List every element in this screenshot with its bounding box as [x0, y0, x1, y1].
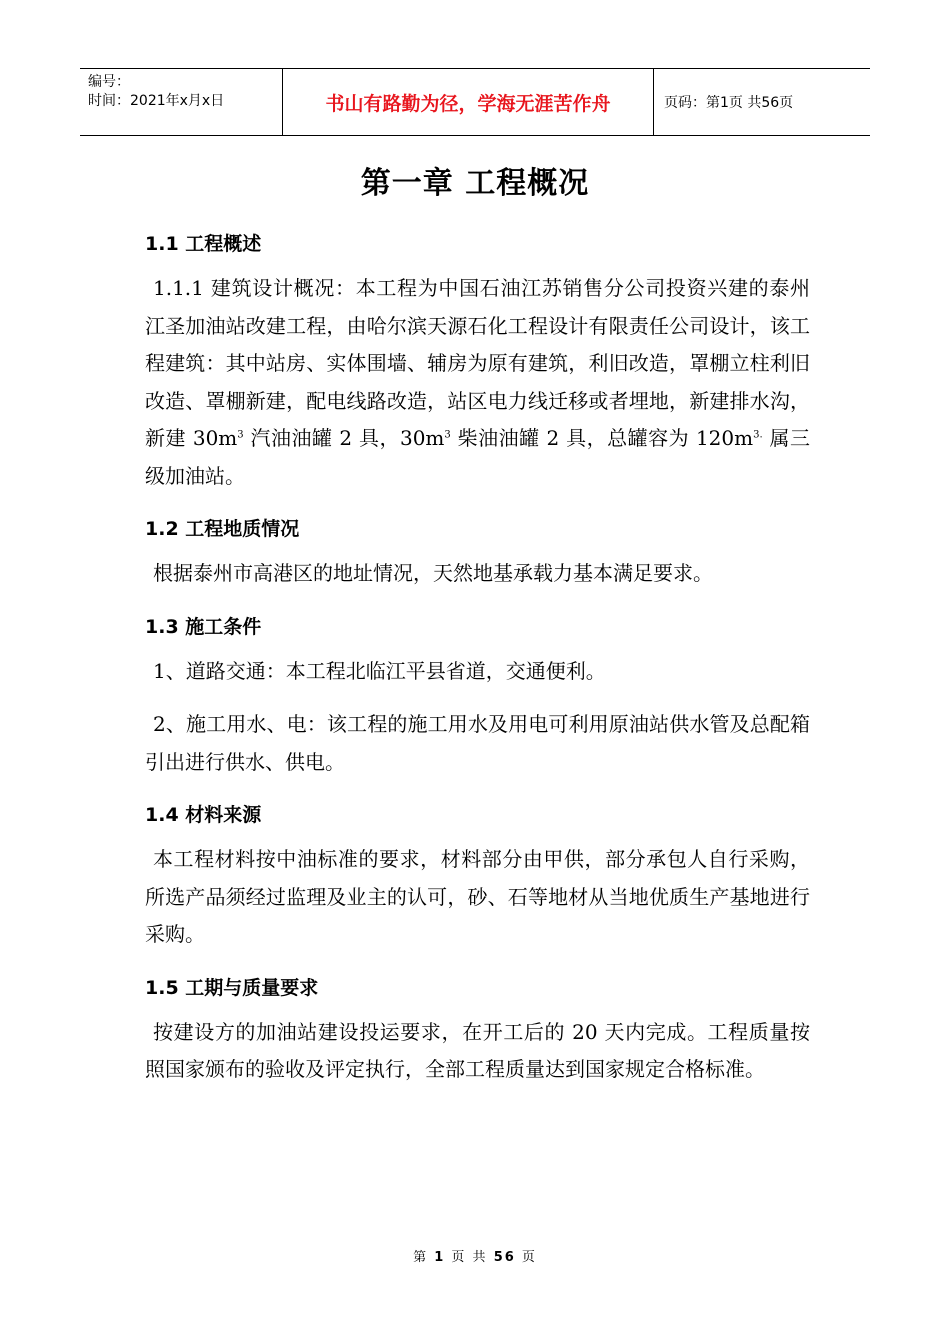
paragraph-1-5: 按建设方的加油站建设投运要求，在开工后的 20 天内完成。工程质量按照国家颁布的验收及评定执行，全部工程质量达到国家规定合格标准。: [145, 1019, 810, 1081]
doc-code-label: 编号：: [88, 74, 130, 90]
text-run: 柴油油罐 2 具，总罐容为 120m: [450, 426, 754, 450]
header-motto: 书山有路勤为径，学海无涯苦作舟: [282, 69, 654, 135]
footer-total-pages: 56: [493, 1250, 516, 1265]
header-page-label: 页码：第1页 共56页: [664, 95, 794, 111]
section-heading-1-2: 1.2 工程地质情况: [145, 518, 300, 540]
document-body: [145, 226, 810, 1105]
page-footer: [0, 1246, 950, 1265]
text-run: 属三级加油站。: [145, 426, 811, 488]
superscript: 3: [444, 429, 451, 441]
footer-text: 页 共: [451, 1250, 488, 1265]
paragraph-1-3-a: 1、道路交通：本工程北临江平县省道，交通便利。: [153, 658, 606, 683]
paragraph-1-2: 根据泰州市高港区的地址情况，天然地基承载力基本满足要求。: [153, 561, 713, 585]
footer-text: 第: [413, 1250, 429, 1265]
chapter-title: 第一章 工程概况: [360, 166, 590, 201]
header-meta: [80, 69, 282, 135]
superscript: 3.: [753, 429, 763, 441]
section-heading-1-4: 1.4 材料来源: [145, 804, 262, 826]
footer-text: 页: [521, 1250, 537, 1265]
footer-page-number: 1: [434, 1250, 446, 1265]
paragraph-1-4: 本工程材料按中油标准的要求，材料部分由甲供，部分承包人自行采购，所选产品须经过监理及业主的认可，砂、石等地材从当地优质生产基地进行采购。: [145, 847, 810, 946]
text-run: 汽油油罐 2 具，30m: [243, 426, 445, 450]
superscript: 3: [237, 429, 244, 441]
text-run: 1.1.1 建筑设计概况：本工程为中国石油江苏销售分公司投资兴建的泰州江圣加油站改建工程，由哈尔滨天源石化工程设计有限责任公司设计，该工程建筑：其中站房、实体围墙、辅房为原有建筑，利旧改造，罩棚立柱利旧改造、罩棚新建，配电线路改造，站区电力线迁移或者埋地，新建排水沟，新建 30m: [145, 276, 810, 450]
doc-time-label: 时间：2021年x月x日: [88, 93, 225, 109]
header-table: [80, 68, 870, 136]
paragraph-1-3-b: 2、施工用水、电：该工程的施工用水及用电可利用原油站供水管及总配箱引出进行供水、供电。: [145, 712, 810, 774]
paragraph-1-1: [145, 270, 810, 495]
section-heading-1-3: 1.3 施工条件: [145, 615, 262, 638]
section-heading-1-5: 1.5 工期与质量要求: [145, 976, 319, 999]
section-heading-1-1: 1.1 工程概述: [145, 233, 262, 255]
